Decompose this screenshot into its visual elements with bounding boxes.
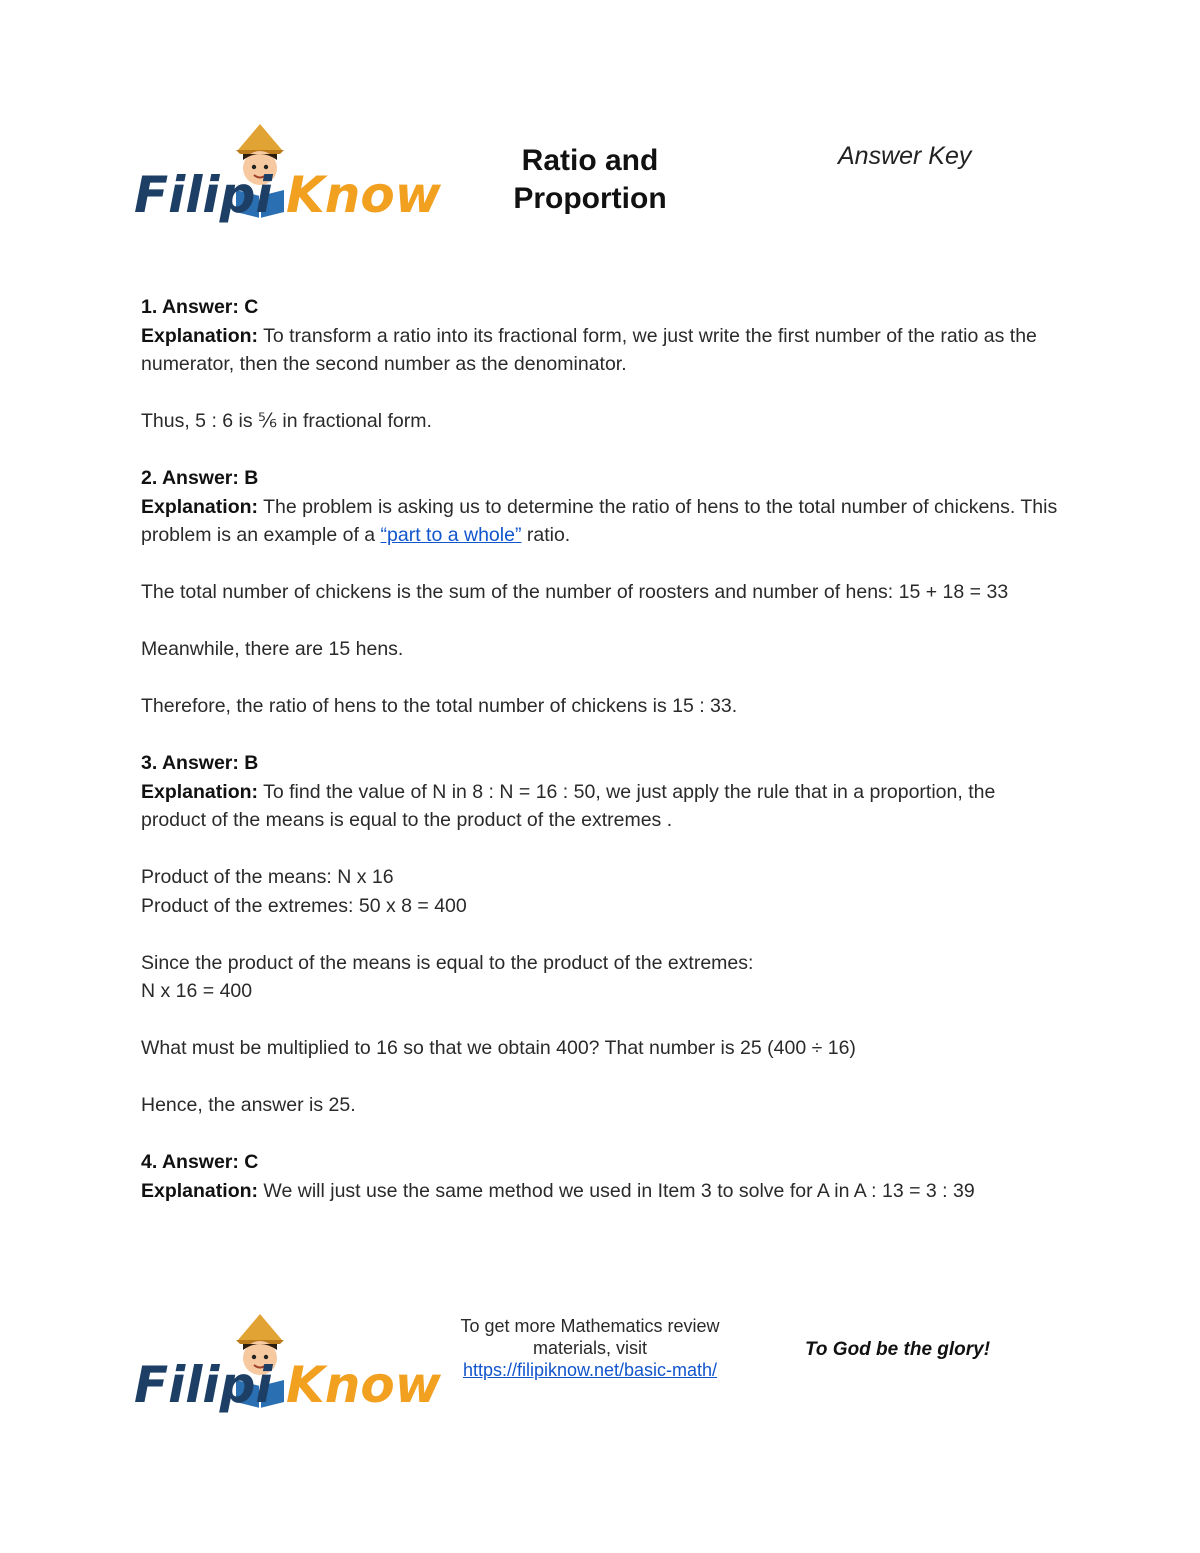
q3-means: Product of the means: N x 16: [141, 866, 394, 888]
q3-since: Since the product of the means is equal to the product of the extremes:: [141, 951, 754, 974]
footer-promo: [430, 1315, 750, 1381]
filipiknow-footer-logo: [130, 1310, 441, 1420]
part-to-whole-link[interactable]: “part to a whole”: [380, 524, 522, 546]
salakot-hat-icon: [238, 1314, 282, 1340]
q4-explanation: [141, 1177, 1061, 1206]
q2-explanation-end: ratio.: [521, 524, 571, 546]
q2-explanation: [141, 493, 1061, 550]
logo-text-know: Know: [286, 166, 441, 224]
q3-explanation-label: Explanation:: [141, 780, 259, 803]
footer-motto: To God be the glory!: [805, 1339, 991, 1360]
title-line-1: Ratio and: [521, 144, 659, 177]
q3-explanation-text: To find the value of N in 8 : N = 16 : 50, we just apply the rule that in a proportion, the product of the means is equal to the product of the extremes .: [141, 780, 996, 831]
salakot-hat-icon: [238, 124, 282, 150]
q2-total: The total number of chickens is the sum of the number of roosters and number of hens: 15 + 18 = 33: [141, 581, 1009, 603]
q2-explanation-label: Explanation:: [141, 495, 259, 518]
answer-key-label: Answer Key: [838, 142, 972, 170]
answer-content: [141, 293, 1061, 1205]
filipiknow-logo: [130, 120, 441, 230]
title-line-2: Proportion: [513, 182, 667, 215]
logo-graphic: [130, 120, 441, 230]
q2-heading: 2. Answer: B: [141, 467, 259, 489]
logo-text-know: Know: [286, 1356, 441, 1414]
q3-what: What must be multiplied to 16 so that we obtain 400? That number is 25 (400 ÷ 16): [141, 1037, 856, 1059]
logo-text-filipi: Filipi: [134, 166, 273, 224]
q1-explanation: [141, 322, 1061, 379]
q1-explanation-text: To transform a ratio into its fractional form, we just write the first number of the ratio as the numerator, then the second number as the denominator.: [141, 324, 1037, 375]
q3-extremes: Product of the extremes: 50 x 8 = 400: [141, 894, 467, 917]
q2-explanation-text: The problem is asking us to determine the ratio of hens to the total number of chickens. This problem is an example of a: [141, 495, 1058, 546]
q4-explanation-text: We will just use the same method we used in Item 3 to solve for A in A : 13 = 3 : 39: [258, 1179, 975, 1202]
footer-line-1: To get more Mathematics review: [460, 1316, 720, 1336]
q3-hence: Hence, the answer is 25.: [141, 1094, 356, 1116]
logo-text-filipi: Filipi: [134, 1356, 273, 1414]
q1-heading: 1. Answer: C: [141, 296, 259, 318]
q3-heading: 3. Answer: B: [141, 752, 259, 774]
q1-explanation-label: Explanation:: [141, 324, 259, 347]
q3-explanation: [141, 778, 1061, 835]
q2-meanwhile: Meanwhile, there are 15 hens.: [141, 638, 404, 660]
footer-logo-graphic: [130, 1310, 441, 1420]
q3-equation: N x 16 = 400: [141, 980, 253, 1002]
basic-math-link[interactable]: https://filipiknow.net/basic-math/: [462, 1360, 718, 1380]
q1-thus: Thus, 5 : 6 is ⅚ in fractional form.: [141, 410, 432, 432]
q4-explanation-label: Explanation:: [141, 1179, 259, 1202]
q4-heading: 4. Answer: C: [141, 1151, 259, 1173]
q2-therefore: Therefore, the ratio of hens to the total number of chickens is 15 : 33.: [141, 695, 738, 717]
footer-line-2: materials, visit: [532, 1338, 648, 1358]
document-title: [475, 142, 705, 218]
